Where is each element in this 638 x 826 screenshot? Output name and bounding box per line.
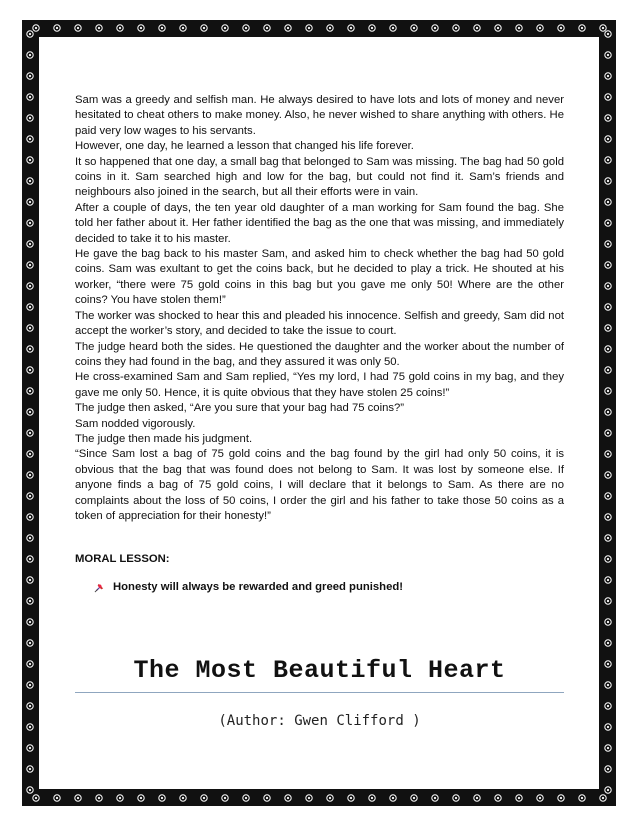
next-story-title: The Most Beautiful Heart xyxy=(133,656,506,685)
title-underline xyxy=(75,692,564,693)
pushpin-icon xyxy=(94,582,105,593)
story-paragraph: After a couple of days, the ten year old daughter of a man working for Sam found the bag. She told her father about it. Her father identified the bag as the one that was missing, and immediately decided to take it to his master. xyxy=(75,201,564,245)
story-paragraph: Sam nodded vigorously. xyxy=(75,417,196,430)
story-body xyxy=(75,93,564,524)
story-paragraph: The worker was shocked to hear this and pleaded his innocence. Selfish and greedy, Sam did not accept the worker’s story, and decided to take the issue to court. xyxy=(75,309,564,338)
moral-heading: MORAL LESSON: xyxy=(75,553,170,565)
story-paragraph: Sam was a greedy and selfish man. He always desired to have lots and lots of money and never hesitated to cheat others to make money. Also, he never wished to share anything with others. He paid very low wages to his servants. xyxy=(75,94,564,137)
story-paragraph: The judge then asked, “Are you sure that your bag had 75 coins?” xyxy=(75,402,405,415)
story-paragraph: However, one day, he learned a lesson that changed his life forever. xyxy=(75,140,414,153)
story-paragraph: The judge then made his judgment. xyxy=(75,432,253,445)
story-paragraph: “Since Sam lost a bag of 75 gold coins and the bag found by the girl had only 50 coins, it is obvious that the bag that was found does not belong to Sam. It was lost by someone else. If anyone finds a bag of 75 gold coins, I will declare that it belongs to Sam. As there are no complaints about the loss of 50 coins, I order the girl and his father to take those 50 coins as a token of appreciation for their honesty!” xyxy=(75,448,564,522)
story-paragraph: He cross-examined Sam and Sam replied, “Yes my lord, I had 75 gold coins in my bag, and they gave me only 50. Hence, it is quite obvious that they have stolen 25 coins!” xyxy=(75,371,564,399)
next-story-author: (Author: Gwen Clifford ) xyxy=(218,713,421,729)
story-paragraph: He gave the bag back to his master Sam, and asked him to check whether the bag had 50 gold coins. Sam was exultant to get the coins back, but he decided to play a trick. He shouted at his worker, “there were 75 gold coins in this bag but you gave me only 50! Where are the other coins? You have stolen them!” xyxy=(75,248,564,307)
moral-text: Honesty will always be rewarded and greed punished! xyxy=(113,581,404,593)
story-paragraph: The judge heard both the sides. He questioned the daughter and the worker about the number of coins they had found in the bag, and they assured it was only 50. xyxy=(75,340,564,368)
moral-list-item xyxy=(94,581,403,593)
story-paragraph: It so happened that one day, a small bag that belonged to Sam was missing. The bag had 50 gold coins in it. Sam searched high and low for the bag, but could not find it. Sam’s friends and neighbours also joined in the search, but all their efforts were in vain. xyxy=(75,155,564,199)
